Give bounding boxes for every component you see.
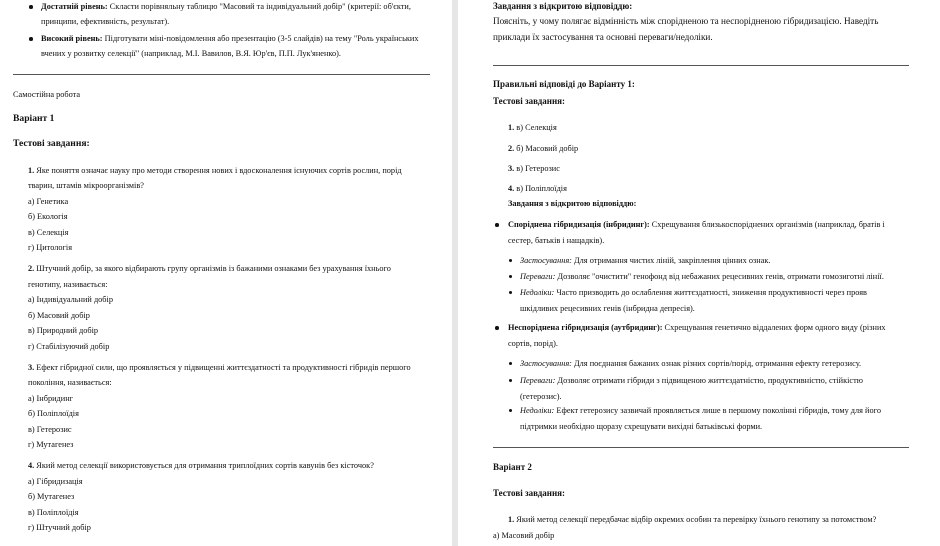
sub-bullet bbox=[509, 275, 512, 278]
answers-title: Правильні відповіді до Варіанту 1: bbox=[493, 79, 635, 89]
answer-1: 1. в) Селекція bbox=[508, 123, 557, 132]
outbreeding-application: Застосування: Для поєднання бажаних ознак різних сортів/порід, отримання ефекту гетерозису. bbox=[520, 359, 862, 368]
open-answers-title: Завдання з відкритою відповіддю: bbox=[508, 199, 637, 208]
bullet bbox=[29, 37, 33, 41]
v2-question-1: 1. Який метод селекції передбачає відбір окремих особин та перевірку їхнього генотипу за потомством? bbox=[508, 515, 877, 524]
inbreeding-item-line2: сестер, батьків і нащадків). bbox=[508, 236, 605, 245]
answer-3: 3. в) Гетерозис bbox=[508, 164, 560, 173]
answer-4: 4. в) Поліплоїдія bbox=[508, 184, 567, 193]
question-2: 2. Штучний добір, за якого відбирають групу організмів із бажаними ознаками без урахування їхнього bbox=[28, 264, 391, 273]
option: г) Стабілізуючий добір bbox=[28, 342, 110, 351]
option: г) Цитологія bbox=[28, 243, 73, 252]
inbreeding-disadvantages-line2: шкідливих рецесивних генів (інбридна депресія). bbox=[520, 304, 695, 313]
divider bbox=[13, 74, 430, 75]
outbreeding-item: Неспоріднена гібридизація (аутбридинг): Схрещування генетично віддалених форм одного виду (різних bbox=[508, 323, 886, 332]
question-4: 4. Який метод селекції використовується для отримання триплоїдних сортів кавунів без кісточок? bbox=[28, 461, 374, 470]
variant2-tests-title: Тестові завдання: bbox=[493, 488, 565, 498]
option: в) Гетерозис bbox=[28, 425, 72, 434]
sub-bullet bbox=[509, 379, 512, 382]
right-page bbox=[458, 0, 940, 546]
answer-2: 2. б) Масовий добір bbox=[508, 144, 579, 153]
option: г) Мутагенез bbox=[28, 440, 74, 449]
question-1: 1. Яке поняття означає науку про методи створення нових і вдосконалення існуючих сортів рослин, порід bbox=[28, 166, 402, 175]
sub-bullet bbox=[509, 291, 512, 294]
option: а) Генетика bbox=[28, 197, 69, 206]
option: б) Поліплоїдія bbox=[28, 409, 79, 418]
sub-bullet bbox=[509, 409, 512, 412]
bullet bbox=[495, 223, 499, 227]
divider bbox=[493, 65, 909, 66]
v2-option: а) Масовий добір bbox=[493, 531, 555, 540]
option: в) Селекція bbox=[28, 228, 69, 237]
option: б) Масовий добір bbox=[28, 311, 90, 320]
sub-bullet bbox=[509, 362, 512, 365]
option: б) Мутагенез bbox=[28, 492, 75, 501]
bullet bbox=[29, 5, 33, 9]
outbreeding-item-line2: сортів, порід). bbox=[508, 339, 558, 348]
option: а) Індивідуальний добір bbox=[28, 295, 113, 304]
inbreeding-item: Споріднена гібридизація (інбридинг): Схрещування близькоспоріднених організмів (наприклад, братів і bbox=[508, 220, 885, 229]
level-sufficient-line2: принципи, ефективність, результат). bbox=[41, 17, 170, 26]
outbreeding-disadvantages-line2: підтримки необхідно щоразу схрещувати вихідні батьківські форми. bbox=[520, 422, 763, 431]
variant2-title: Варіант 2 bbox=[493, 462, 532, 472]
level-high: Високий рівень: Підготувати міні-повідомлення або презентацію (3-5 слайдів) на тему "Роль українських bbox=[41, 34, 419, 43]
tests-title: Тестові завдання: bbox=[13, 138, 90, 149]
level-sufficient: Достатній рівень: Скласти порівняльну таблицю "Масовий та індивідуальний добір" (критерії: об'єкти, bbox=[41, 2, 411, 11]
question-3: 3. Ефект гібридної сили, що проявляється у підвищенні життєздатності та продуктивності гібридів першого bbox=[28, 363, 411, 372]
question-2-line2: генотипу, називається: bbox=[28, 280, 108, 289]
level-high-line2: вчених у розвитку селекції" (наприклад, М.І. Вавилов, В.Я. Юр'єв, П.П. Лук'яненко). bbox=[41, 49, 341, 58]
open-task-title: Завдання з відкритою відповіддю: bbox=[493, 1, 633, 11]
bullet bbox=[495, 326, 499, 330]
option: в) Поліплоїдія bbox=[28, 508, 79, 517]
variant-title: Варіант 1 bbox=[13, 113, 55, 124]
option: в) Природний добір bbox=[28, 326, 99, 335]
question-3-line2: покоління, називається: bbox=[28, 378, 112, 387]
outbreeding-advantages: Переваги: Дозволяє отримати гібриди з підвищеною життєздатністю, продуктивністю, стійкістю bbox=[520, 376, 863, 385]
open-task-line1: Поясніть, у чому полягає відмінність між спорідненою та неспорідненою гібридизацією. Наведіть bbox=[493, 16, 879, 26]
outbreeding-disadvantages: Недоліки: Ефект гетерозису зазвичай проявляється лише в першому поколінні гібридів, тому для його bbox=[520, 406, 881, 415]
inbreeding-disadvantages: Недоліки: Часто призводить до ослаблення життєздатності, зниження продуктивності через прояв bbox=[520, 288, 867, 297]
question-1-line2: тварин, штамів мікроорганізмів? bbox=[28, 181, 144, 190]
inbreeding-application: Застосування: Для отримання чистих ліній, закріплення цінних ознак. bbox=[520, 256, 771, 265]
answers-tests-title: Тестові завдання: bbox=[493, 96, 565, 106]
option: а) Гібридизація bbox=[28, 477, 83, 486]
left-page bbox=[0, 0, 452, 546]
sub-bullet bbox=[509, 259, 512, 262]
open-task-line2: приклади їх застосування та основні переваги/недоліки. bbox=[493, 32, 713, 42]
section-label: Самостійна робота bbox=[13, 90, 81, 99]
option: б) Екологія bbox=[28, 212, 68, 221]
option: г) Штучний добір bbox=[28, 523, 91, 532]
divider bbox=[493, 447, 909, 448]
option: а) Інбридинг bbox=[28, 394, 74, 403]
outbreeding-advantages-line2: (гетерозис). bbox=[520, 392, 562, 401]
inbreeding-advantages: Переваги: Дозволяє "очистити" генофонд від небажаних рецесивних генів, отримати гомозиготні лінії. bbox=[520, 272, 884, 281]
